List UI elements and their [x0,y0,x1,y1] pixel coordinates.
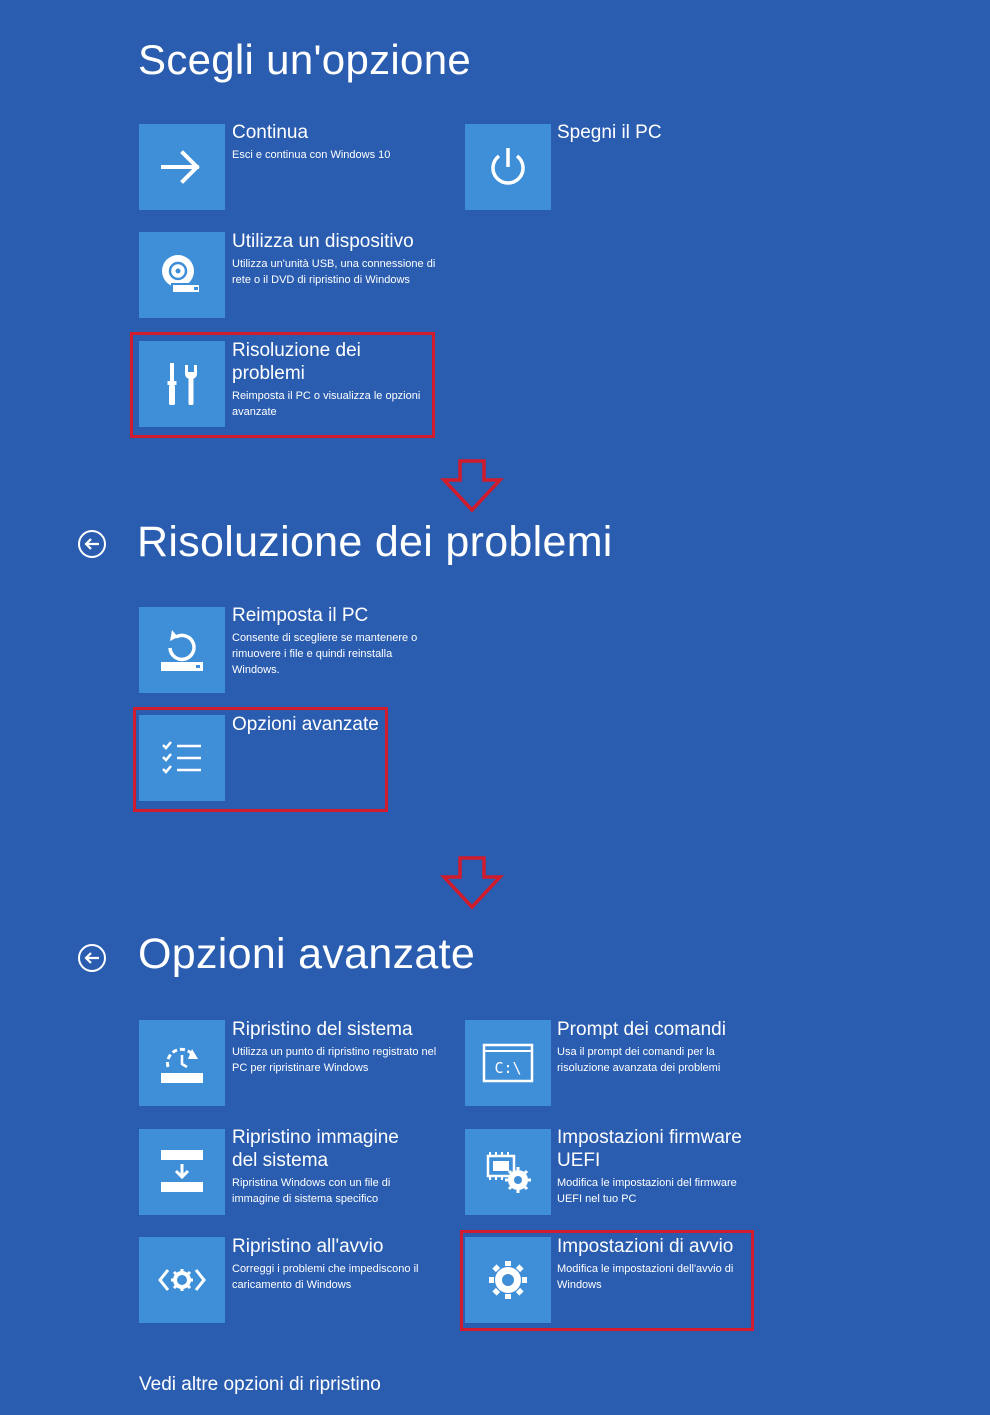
option-description: Consente di scegliere se mantenere o rimuovere i file e quindi reinstalla Windows. [232,632,418,676]
reset-pc-tile[interactable] [139,607,225,693]
option-description: Reimposta il PC o visualizza le opzioni avanzate [232,390,421,418]
startup-repair-icon [156,1254,208,1306]
option-description: Utilizza un punto di ripristino registrato nel PC per ripristinare Windows [232,1046,437,1074]
continue-option[interactable] [232,121,437,163]
shutdown-tile[interactable] [465,124,551,210]
option-description: Modifica le impostazioni dell'avvio di Windows [557,1263,734,1291]
option-title: Continua [232,122,309,143]
more-recovery-options-link[interactable]: Vedi altre opzioni di ripristino [139,1374,381,1395]
option-title: Utilizza un dispositivo [232,231,414,252]
option-title: Opzioni avanzate [232,714,379,735]
system-restore-icon [156,1037,208,1089]
continue-tile[interactable] [139,124,225,210]
system-image-option[interactable] [232,1126,432,1207]
option-title: Impostazioni di avvio [557,1236,734,1257]
option-title: Ripristino del sistema [232,1019,413,1040]
system-restore-tile[interactable] [139,1020,225,1106]
prompt-text: C:\ [494,1059,522,1077]
arrow-right-icon [157,142,207,192]
reset-pc-option[interactable] [232,604,432,678]
option-description: Esci e continua con Windows 10 [232,149,391,161]
option-title: Risoluzione dei problemi [232,340,361,384]
back-arrow-icon[interactable] [77,943,107,973]
firmware-settings-icon [482,1146,534,1198]
option-title: Ripristino all'avvio [232,1236,384,1257]
highlight-box [130,332,435,438]
system-restore-option[interactable] [232,1018,437,1076]
system-image-tile[interactable] [139,1129,225,1215]
down-arrow-annotation [440,855,504,911]
startup-repair-tile[interactable] [139,1237,225,1323]
use-device-option[interactable] [232,230,437,288]
page-title-choose-option: Scegli un'opzione [138,36,472,83]
option-title: Ripristino immagine del sistema [232,1127,399,1171]
option-title: Spegni il PC [557,122,662,143]
power-icon [483,142,533,192]
option-title: Impostazioni firmware UEFI [557,1127,742,1171]
disc-drive-icon [156,249,208,301]
option-description: Utilizza un'unità USB, una connessione di rete o il DVD di ripristino di Windows [232,258,436,286]
option-description: Ripristina Windows con un file di immagine di sistema specifico [232,1177,391,1205]
command-prompt-icon [481,1041,535,1085]
command-prompt-option[interactable] [557,1018,757,1076]
page-title-troubleshoot: Risoluzione dei problemi [137,518,613,566]
system-image-icon [156,1146,208,1198]
reset-pc-icon [156,624,208,676]
option-description: Correggi i problemi che impediscono il caricamento di Windows [232,1263,419,1291]
use-device-tile[interactable] [139,232,225,318]
option-title: Reimposta il PC [232,605,369,626]
back-arrow-icon[interactable] [77,529,107,559]
firmware-settings-option[interactable] [557,1126,757,1207]
firmware-settings-tile[interactable] [465,1129,551,1215]
startup-repair-option[interactable] [232,1235,432,1293]
page-title-advanced-options: Opzioni avanzate [138,930,476,978]
command-prompt-tile[interactable] [465,1020,551,1106]
highlight-box [133,707,388,812]
option-description: Modifica le impostazioni del firmware UEFI nel tuo PC [557,1177,737,1205]
down-arrow-annotation [440,458,504,514]
option-title: Prompt dei comandi [557,1019,726,1040]
option-description: Usa il prompt dei comandi per la risoluzione avanzata dei problemi [557,1046,721,1074]
shutdown-option[interactable] [557,121,762,144]
highlight-box [460,1230,754,1331]
